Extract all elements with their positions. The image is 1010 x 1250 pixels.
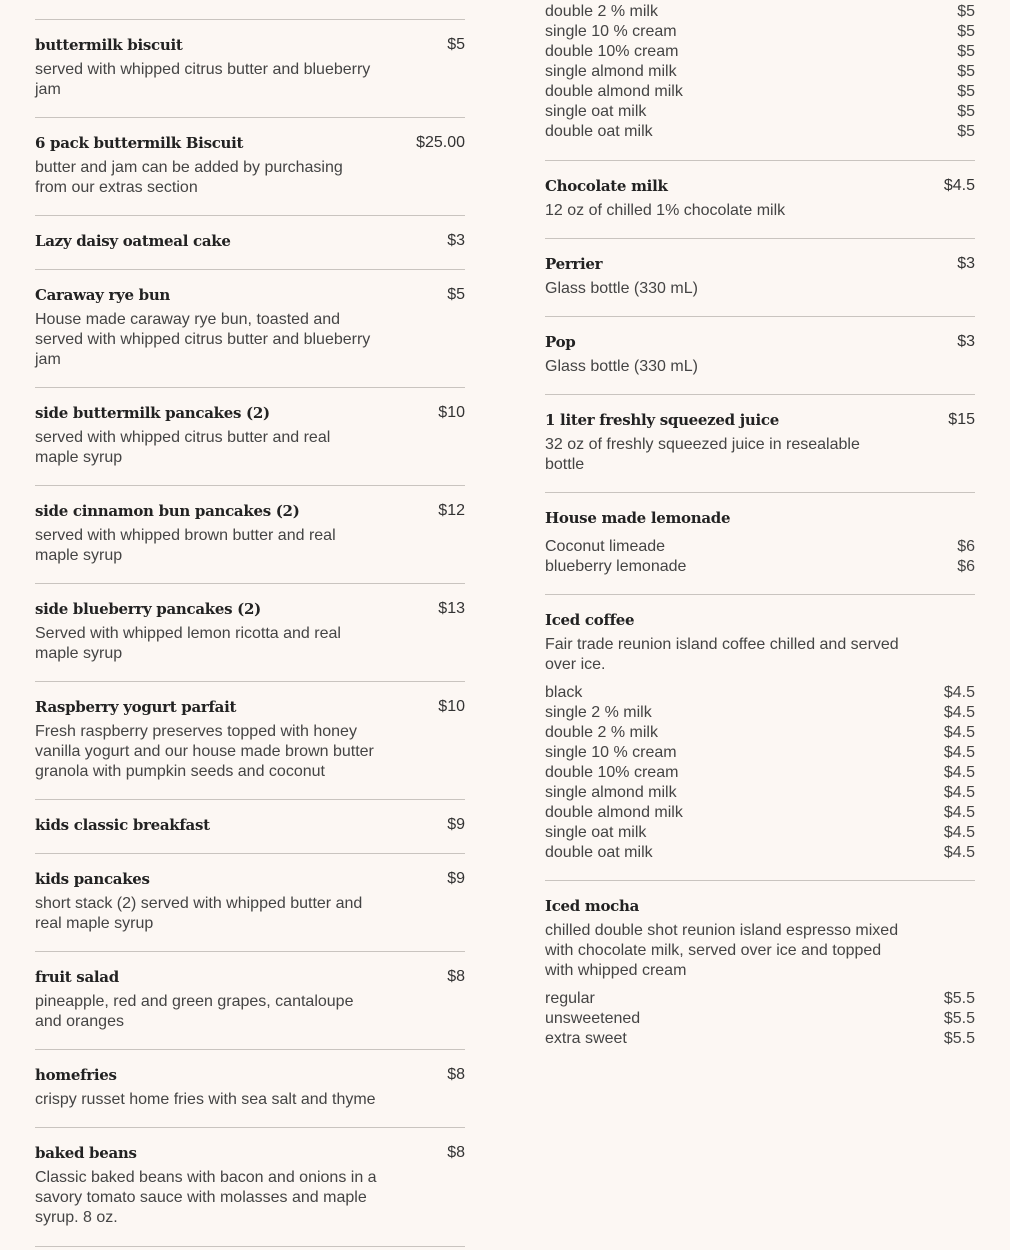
option-row[interactable] bbox=[545, 803, 975, 823]
option-row[interactable] bbox=[545, 783, 975, 803]
item-name: side buttermilk pancakes (2) bbox=[35, 404, 270, 422]
option-label: regular bbox=[545, 990, 595, 1007]
item-price: $8 bbox=[447, 1066, 465, 1083]
menu-item[interactable] bbox=[35, 215, 465, 270]
item-price: $8 bbox=[447, 1144, 465, 1161]
option-row[interactable] bbox=[545, 843, 975, 863]
item-price: $5 bbox=[447, 286, 465, 303]
option-price: $5.5 bbox=[943, 1030, 975, 1047]
item-description: Glass bottle (330 mL) bbox=[545, 358, 698, 375]
item-price: $3 bbox=[957, 255, 975, 272]
option-row[interactable] bbox=[545, 42, 975, 62]
item-price: $10 bbox=[438, 404, 465, 421]
item-description: butter and jam can be added by purchasing from our extras section bbox=[35, 159, 343, 196]
option-price: $5 bbox=[957, 43, 975, 60]
item-price: $3 bbox=[957, 333, 975, 350]
option-price: $4.5 bbox=[943, 824, 975, 841]
menu-item[interactable] bbox=[545, 316, 975, 395]
item-name: House made lemonade bbox=[545, 509, 731, 527]
option-row[interactable] bbox=[545, 102, 975, 122]
item-name: Perrier bbox=[545, 255, 603, 273]
menu-item[interactable] bbox=[545, 160, 975, 239]
item-description: 32 oz of freshly squeezed juice in resealable bottle bbox=[545, 436, 860, 473]
option-label: double almond milk bbox=[545, 804, 683, 821]
option-label: single 2 % milk bbox=[545, 704, 652, 721]
item-name: homefries bbox=[35, 1066, 117, 1084]
option-row[interactable] bbox=[545, 743, 975, 763]
option-label: unsweetened bbox=[545, 1010, 641, 1027]
option-row[interactable] bbox=[545, 82, 975, 102]
option-price: $5 bbox=[957, 23, 975, 40]
menu-item[interactable] bbox=[35, 485, 465, 584]
option-price: $4.5 bbox=[943, 764, 975, 781]
menu-item[interactable] bbox=[35, 1049, 465, 1128]
option-row[interactable] bbox=[545, 1029, 975, 1049]
item-description: served with whipped citrus butter and real maple syrup bbox=[35, 429, 331, 466]
option-row[interactable] bbox=[545, 62, 975, 82]
option-label: single almond milk bbox=[545, 784, 677, 801]
option-label: Coconut limeade bbox=[545, 538, 666, 555]
item-description: crispy russet home fries with sea salt and thyme bbox=[35, 1091, 376, 1108]
option-price: $4.5 bbox=[943, 724, 975, 741]
item-price: $15 bbox=[948, 411, 975, 428]
option-label: double 2 % milk bbox=[545, 724, 658, 741]
option-label: single almond milk bbox=[545, 63, 677, 80]
item-price: $9 bbox=[447, 870, 465, 887]
menu-item[interactable] bbox=[545, 394, 975, 493]
option-label: double 2 % milk bbox=[545, 3, 658, 20]
option-price: $4.5 bbox=[943, 684, 975, 701]
item-name: 1 liter freshly squeezed juice bbox=[545, 411, 779, 429]
item-name: kids pancakes bbox=[35, 870, 150, 888]
option-label: single oat milk bbox=[545, 824, 647, 841]
menu-item[interactable] bbox=[35, 799, 465, 854]
option-price: $4.5 bbox=[943, 784, 975, 801]
option-label: double 10% cream bbox=[545, 764, 679, 781]
item-description: served with whipped brown butter and real maple syrup bbox=[35, 527, 336, 564]
item-description: short stack (2) served with whipped butter and real maple syrup bbox=[35, 895, 363, 932]
item-description: 12 oz of chilled 1% chocolate milk bbox=[545, 202, 786, 219]
option-row[interactable] bbox=[545, 723, 975, 743]
item-price: $5 bbox=[447, 36, 465, 53]
option-label: single oat milk bbox=[545, 103, 647, 120]
item-name: Iced mocha bbox=[545, 897, 640, 915]
menu-item[interactable] bbox=[545, 238, 975, 317]
item-description: Fair trade reunion island coffee chilled and served over ice. bbox=[545, 636, 899, 673]
item-name: buttermilk biscuit bbox=[35, 36, 183, 54]
option-label: extra sweet bbox=[545, 1030, 627, 1047]
option-label: black bbox=[545, 684, 583, 701]
item-name: Lazy daisy oatmeal cake bbox=[35, 232, 231, 250]
item-price: $3 bbox=[447, 232, 465, 249]
item-description: Fresh raspberry preserves topped with honey vanilla yogurt and our house made brown butter granola with pumpkin seeds and coconut bbox=[35, 723, 374, 780]
item-name: side blueberry pancakes (2) bbox=[35, 600, 261, 618]
item-description: Served with whipped lemon ricotta and real maple syrup bbox=[35, 625, 341, 662]
item-price: $25.00 bbox=[416, 134, 465, 151]
menu-item[interactable] bbox=[35, 117, 465, 216]
menu-item[interactable] bbox=[35, 1127, 465, 1247]
option-label: blueberry lemonade bbox=[545, 558, 687, 575]
item-description: Glass bottle (330 mL) bbox=[545, 280, 698, 297]
item-name: kids classic breakfast bbox=[35, 816, 210, 834]
menu-item[interactable] bbox=[35, 951, 465, 1050]
option-price: $5 bbox=[957, 103, 975, 120]
option-row[interactable] bbox=[545, 1009, 975, 1029]
option-label: single 10 % cream bbox=[545, 744, 677, 761]
option-price: $4.5 bbox=[943, 704, 975, 721]
menu-item[interactable] bbox=[545, 492, 975, 595]
item-name: 6 pack buttermilk Biscuit bbox=[35, 134, 244, 152]
option-row[interactable] bbox=[545, 823, 975, 843]
option-label: double almond milk bbox=[545, 83, 683, 100]
item-description: House made caraway rye bun, toasted and served with whipped citrus butter and blueberry jam bbox=[35, 311, 371, 368]
option-list bbox=[545, 2, 975, 142]
option-price: $4.5 bbox=[943, 744, 975, 761]
option-price: $5.5 bbox=[943, 1010, 975, 1027]
option-row[interactable] bbox=[545, 122, 975, 142]
menu-item[interactable] bbox=[35, 681, 465, 800]
option-price: $4.5 bbox=[943, 804, 975, 821]
item-price: $9 bbox=[447, 816, 465, 833]
item-price: $12 bbox=[438, 502, 465, 519]
option-price: $5 bbox=[957, 123, 975, 140]
menu-item[interactable] bbox=[35, 19, 465, 118]
item-name: Chocolate milk bbox=[545, 177, 668, 195]
option-price: $6 bbox=[957, 538, 975, 555]
option-label: double oat milk bbox=[545, 844, 653, 861]
menu-item[interactable] bbox=[545, 594, 975, 881]
option-row[interactable] bbox=[545, 22, 975, 42]
option-label: single 10 % cream bbox=[545, 23, 677, 40]
option-price: $5.5 bbox=[943, 990, 975, 1007]
item-price: $4.5 bbox=[943, 177, 975, 194]
item-description: pineapple, red and green grapes, cantaloupe and oranges bbox=[35, 993, 354, 1030]
item-name: baked beans bbox=[35, 1144, 137, 1162]
item-price: $13 bbox=[438, 600, 465, 617]
option-row[interactable] bbox=[545, 989, 975, 1009]
option-price: $5 bbox=[957, 83, 975, 100]
item-price: $10 bbox=[438, 698, 465, 715]
option-row[interactable] bbox=[545, 537, 975, 557]
item-name: Raspberry yogurt parfait bbox=[35, 698, 237, 716]
item-name: Iced coffee bbox=[545, 611, 635, 629]
option-row[interactable] bbox=[545, 2, 975, 22]
item-name: side cinnamon bun pancakes (2) bbox=[35, 502, 300, 520]
option-price: $6 bbox=[957, 558, 975, 575]
option-price: $5 bbox=[957, 63, 975, 80]
option-row[interactable] bbox=[545, 683, 975, 703]
option-label: double oat milk bbox=[545, 123, 653, 140]
option-price: $5 bbox=[957, 3, 975, 20]
item-price: $8 bbox=[447, 968, 465, 985]
menu-item[interactable] bbox=[35, 583, 465, 682]
item-name: Pop bbox=[545, 333, 576, 351]
item-description: chilled double shot reunion island espresso mixed with chocolate milk, served over ice and topped with whipped cream bbox=[545, 922, 899, 979]
option-row[interactable] bbox=[545, 703, 975, 723]
item-name: Caraway rye bun bbox=[35, 286, 171, 304]
menu-item[interactable] bbox=[35, 387, 465, 486]
option-row[interactable] bbox=[545, 763, 975, 783]
option-row[interactable] bbox=[545, 557, 975, 577]
item-description: Classic baked beans with bacon and onions in a savory tomato sauce with molasses and maple syrup. 8 oz. bbox=[35, 1169, 377, 1226]
option-price: $4.5 bbox=[943, 844, 975, 861]
menu-item[interactable] bbox=[545, 880, 975, 1061]
menu-item[interactable] bbox=[35, 853, 465, 952]
item-description: served with whipped citrus butter and blueberry jam bbox=[35, 61, 371, 98]
menu-item[interactable] bbox=[35, 269, 465, 388]
option-label: double 10% cream bbox=[545, 43, 679, 60]
item-name: fruit salad bbox=[35, 968, 119, 986]
